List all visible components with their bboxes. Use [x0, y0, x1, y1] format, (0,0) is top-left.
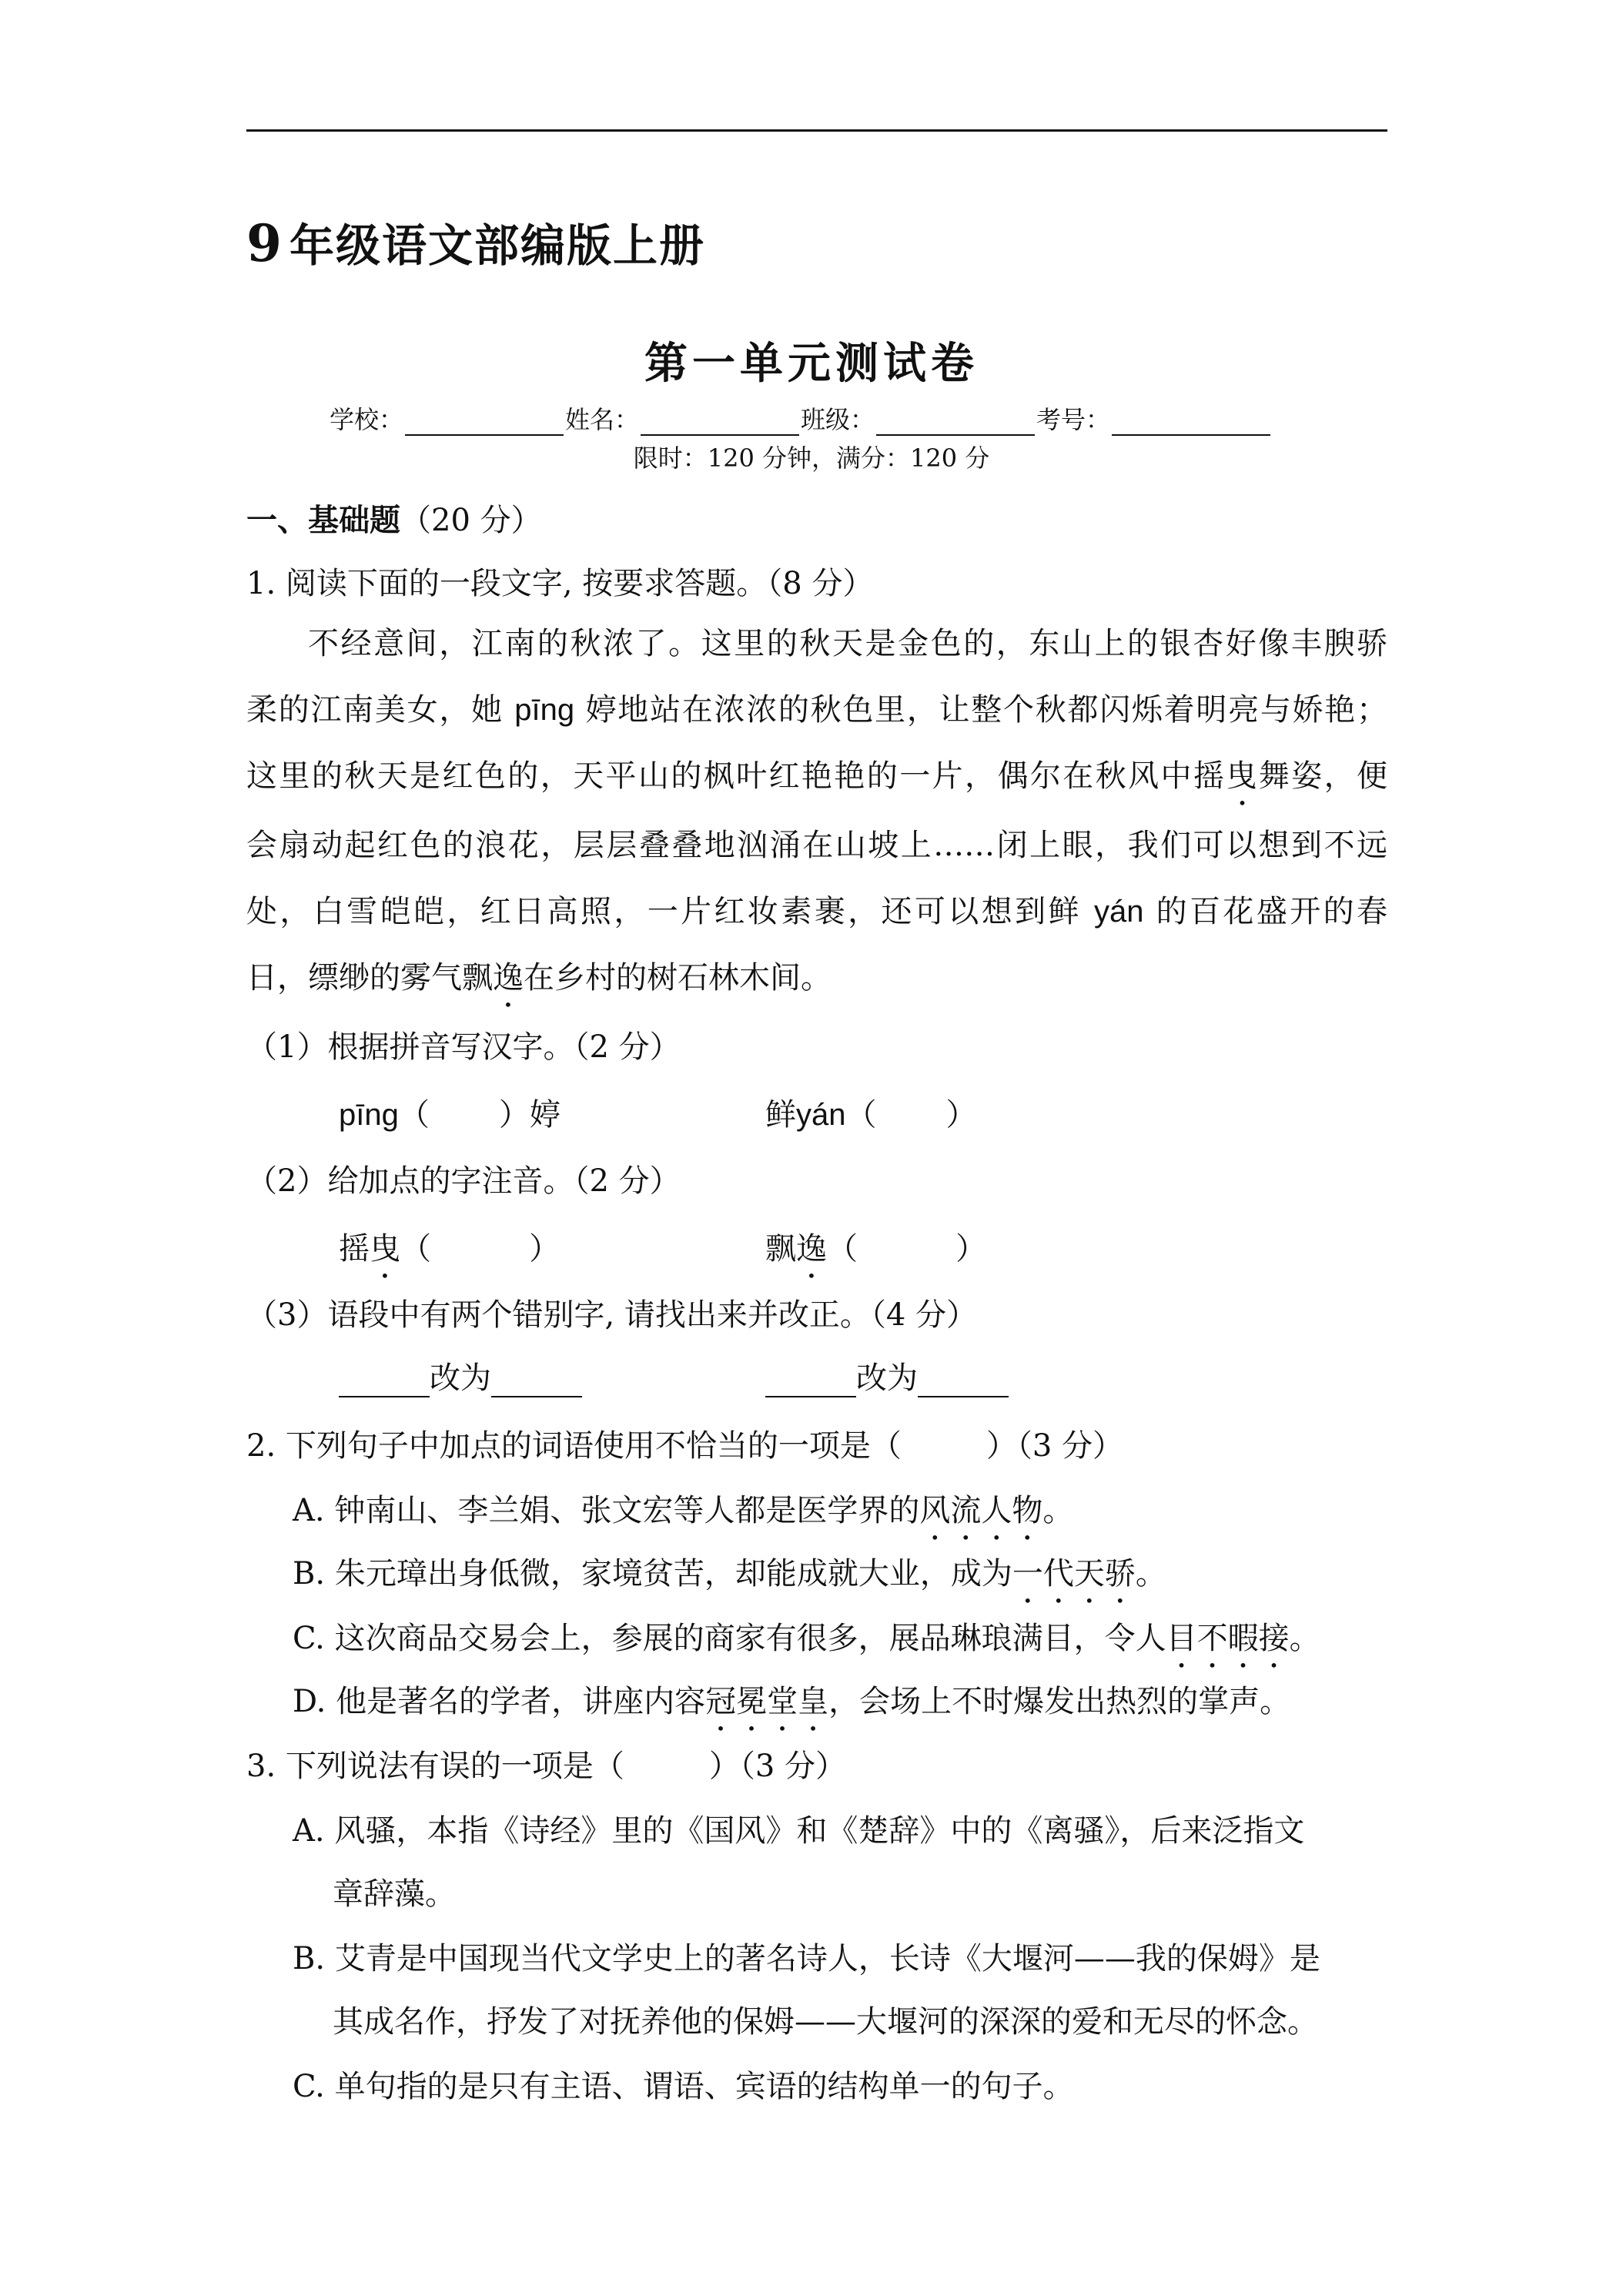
class-field[interactable]: [876, 411, 1035, 436]
page-title: 第一单元测试卷: [644, 339, 979, 389]
change-label: 改为: [430, 1361, 491, 1396]
passage-line: 不经意间，江南的秋浓了。这里的秋天是金色的，东山上的银杏好像丰腴骄: [308, 626, 1387, 661]
section-heading: [246, 496, 542, 540]
q1-sub1-stem: （1）根据拼音写汉字。（2 分）: [246, 1029, 681, 1065]
exam-no-label: 考号：: [1036, 405, 1111, 434]
name-label: 姓名：: [565, 405, 640, 434]
q1-sub3-stem: （3）语段中有两个错别字, 请找出来并改正。（4 分）: [246, 1297, 978, 1333]
q1-sub2-item-b: [765, 1224, 986, 1285]
q1-sub2-item-a: [339, 1224, 560, 1285]
char-label: 飘: [765, 1231, 796, 1267]
paren-close: ）婷: [498, 1097, 561, 1133]
q2-option-b[interactable]: B. 朱元璋出身低微，家境贫苦，却能成就大业，成为一代天骄。: [293, 1556, 1166, 1591]
q3-option-b-cont: 其成名作，抒发了对抚养他的保姆——大堰河的深深的爱和无尽的怀念。: [333, 2004, 1318, 2040]
dotted-char: 逸: [796, 1231, 827, 1267]
char-label: 摇: [339, 1231, 370, 1267]
section-title: 一、基础题: [246, 503, 400, 538]
q1-sub2-stem: （2）给加点的字注音。（2 分）: [246, 1163, 681, 1199]
char-label: 鲜: [765, 1097, 796, 1133]
dotted-char: 逸: [493, 960, 524, 996]
dotted-phrase: 目不暇接: [1166, 1621, 1290, 1656]
correct-char-blank[interactable]: [918, 1368, 1009, 1397]
class-label: 班级：: [801, 405, 875, 434]
student-info-row: [330, 400, 1272, 436]
section-points: （20 分）: [400, 503, 542, 538]
q1-sub1-item-b: [765, 1090, 977, 1134]
q3-option-c[interactable]: C. 单句指的是只有主语、谓语、宾语的结构单一的句子。: [293, 2069, 1074, 2104]
passage-line: 日，缥缈的雾气飘逸在乡村的树石林木间。: [246, 960, 832, 996]
q3-option-a-cont: 章辞藻。: [333, 1876, 456, 1912]
exam-no-field[interactable]: [1112, 411, 1270, 436]
change-label: 改为: [856, 1361, 918, 1396]
pinyin-yan: yán: [1094, 895, 1144, 929]
q1-sub3-correction-b: [765, 1354, 1009, 1397]
pinyin-label: pīng: [339, 1098, 399, 1132]
dotted-phrase: 一代天骄: [1012, 1556, 1136, 1591]
question-2-stem: 2. 下列句子中加点的词语使用不恰当的一项是（ ）（3 分）: [246, 1428, 1124, 1464]
dotted-phrase: 风流人物: [919, 1493, 1043, 1528]
wrong-char-blank[interactable]: [339, 1368, 430, 1397]
grade-text: 年级语文部编版上册: [289, 219, 705, 272]
question-1-stem: 1. 阅读下面的一段文字, 按要求答题。（8 分）: [246, 566, 874, 601]
answer-paren[interactable]: （ ）: [400, 1231, 561, 1267]
name-field[interactable]: [641, 411, 799, 436]
question-3-stem: 3. 下列说法有误的一项是（ ）（3 分）: [246, 1749, 847, 1784]
school-label: 学校：: [330, 405, 404, 434]
pinyin-ping: pīng: [514, 693, 575, 727]
paren-open: （: [845, 1097, 877, 1133]
time-limit: 限时：120 分钟，满分：120 分: [633, 443, 990, 473]
answer-paren[interactable]: （ ）: [827, 1231, 987, 1267]
grade-number: 9: [246, 213, 283, 273]
q3-option-a[interactable]: A. 风骚，本指《诗经》里的《国风》和《楚辞》中的《离骚》，后来泛指文: [293, 1813, 1305, 1849]
correct-char-blank[interactable]: [491, 1368, 582, 1397]
dotted-char: 曳: [370, 1231, 400, 1267]
reading-passage: [246, 611, 1387, 1014]
passage-line: 柔的江南美女，她 pīng 婷地站在浓浓的秋色里，让整个秋都闪烁着明亮与娇艳；: [246, 692, 1388, 728]
q1-sub3-correction-a: [339, 1354, 582, 1397]
paren-close: ）: [945, 1097, 977, 1133]
pinyin-label: yán: [796, 1098, 846, 1132]
wrong-char-blank[interactable]: [765, 1368, 856, 1397]
q2-option-c[interactable]: C. 这次商品交易会上，参展的商家有很多，展品琳琅满目，令人目不暇接。: [293, 1621, 1320, 1656]
school-field[interactable]: [405, 411, 564, 436]
top-rule: [246, 129, 1387, 132]
paren-open: （: [398, 1097, 430, 1133]
dotted-phrase: 冠冕堂皇: [705, 1684, 829, 1719]
passage-line: 处，白雪皑皑，红日高照，一片红妆素裹，还可以想到鲜 yán 的百花盛开的春: [246, 894, 1388, 929]
q3-option-b[interactable]: B. 艾青是中国现当代文学史上的著名诗人，长诗《大堰河——我的保姆》是: [293, 1941, 1320, 1976]
dotted-char: 曳: [1226, 758, 1259, 794]
passage-line: 这里的秋天是红色的，天平山的枫叶红艳艳的一片，偶尔在秋风中摇曳舞姿，便: [246, 758, 1388, 794]
q2-option-a[interactable]: A. 钟南山、李兰娟、张文宏等人都是医学界的风流人物。: [293, 1493, 1074, 1528]
q1-sub1-item-a: [339, 1090, 561, 1134]
passage-line: 会扇动起红色的浪花，层层叠叠地汹涌在山坡上……闭上眼，我们可以想到不远: [246, 828, 1387, 863]
grade-heading: [246, 209, 705, 274]
q2-option-d[interactable]: D. 他是著名的学者，讲座内容冠冕堂皇，会场上不时爆发出热烈的掌声。: [293, 1684, 1291, 1719]
